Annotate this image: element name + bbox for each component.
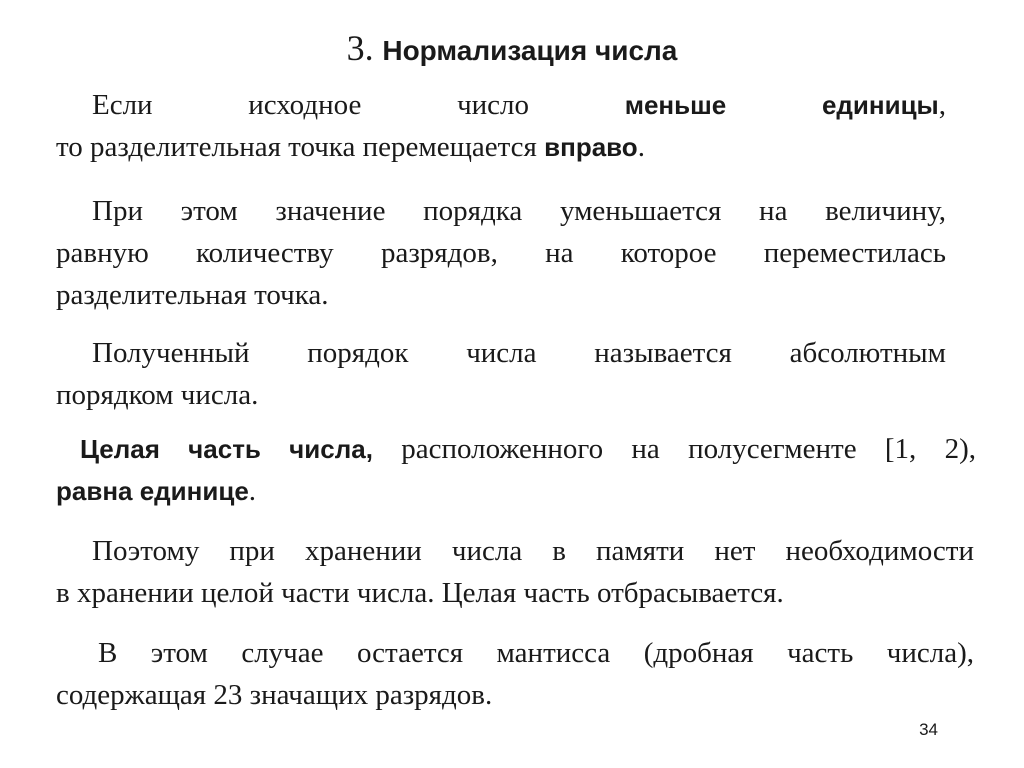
page-number: 34 (919, 720, 938, 739)
title-text: Нормализация числа (382, 35, 678, 66)
paragraph-5-line-2: в хранении целой части числа. Целая часть отбрасывается. (56, 577, 784, 609)
title-number: 3. (346, 28, 374, 68)
paragraph-4-line-1: Целая часть числа, расположенного на полусегменте [1, 2), (80, 433, 976, 465)
paragraph-3-line-2: порядком числа. (56, 379, 259, 411)
paragraph-2 (56, 190, 946, 316)
paragraph-6 (56, 632, 974, 716)
paragraph-1-line-2: то разделительная точка перемещается вправо. (56, 131, 645, 163)
paragraph-2-line-3: разделительная точка. (56, 279, 329, 311)
paragraph-2-line-1: При этом значение порядка уменьшается на величину, (92, 195, 946, 227)
paragraph-5-line-1: Поэтому при хранении числа в памяти нет необходимости (92, 535, 974, 567)
paragraph-4 (56, 428, 976, 512)
paragraph-3 (56, 332, 946, 416)
paragraph-4-line-2: равна единице. (56, 475, 257, 507)
slide-title (0, 26, 1024, 73)
paragraph-6-line-1: В этом случае остается мантисса (дробная часть числа), (98, 637, 974, 669)
paragraph-2-line-2: равную количеству разрядов, на которое переместилась (56, 237, 946, 269)
paragraph-5 (56, 530, 974, 614)
paragraph-1-line-1: Если исходное число меньше единицы, (92, 89, 947, 121)
paragraph-3-line-1: Полученный порядок числа называется абсолютным (92, 337, 946, 369)
paragraph-6-line-2: содержащая 23 значащих разрядов. (56, 679, 493, 711)
paragraph-1 (56, 84, 946, 168)
